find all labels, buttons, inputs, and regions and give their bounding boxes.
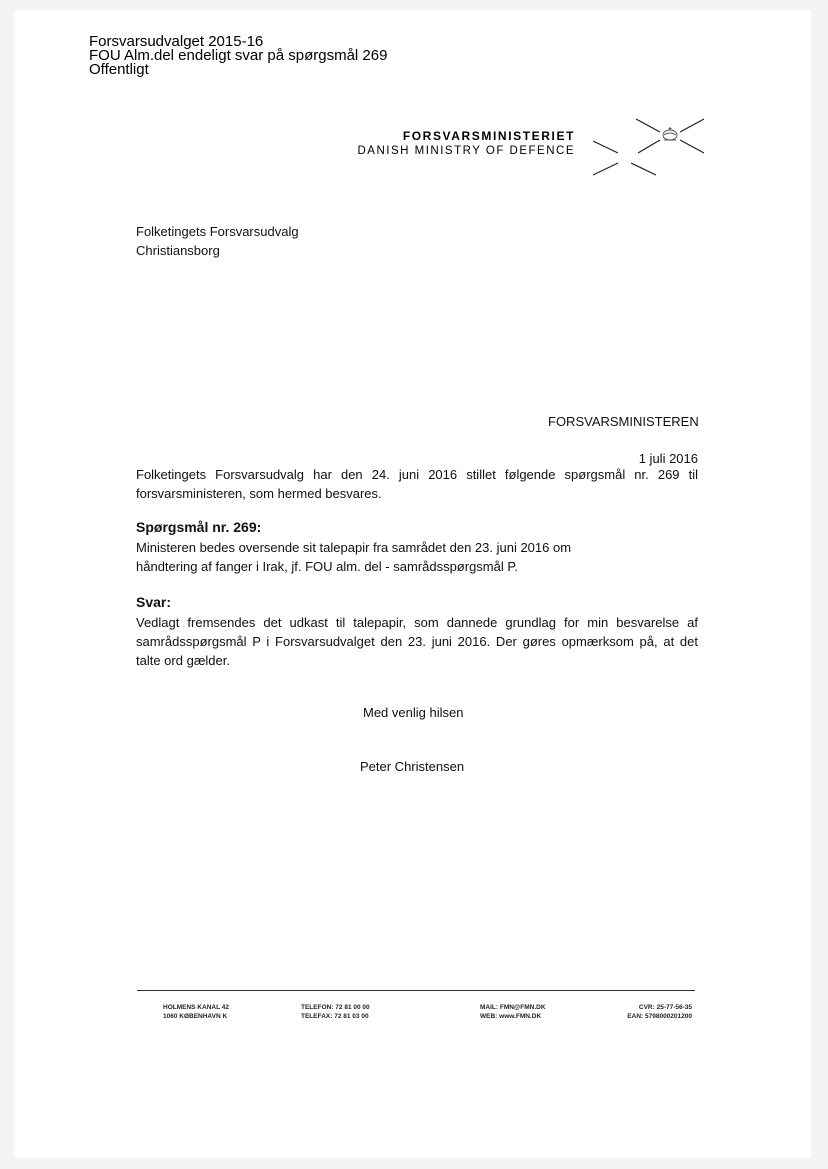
question-heading: Spørgsmål nr. 269:	[136, 519, 262, 535]
recipient-name: Folketingets Forsvarsudvalg	[136, 224, 299, 239]
question-line: håndtering af fanger i Irak, jf. FOU alm. del - samrådsspørgsmål P.	[136, 559, 518, 574]
letter-date: 1 juli 2016	[638, 451, 698, 466]
crown-emblem-icon	[588, 113, 708, 185]
ministry-name-danish: FORSVARSMINISTERIET	[402, 129, 575, 143]
footer-divider	[137, 990, 695, 991]
answer-heading: Svar:	[136, 594, 172, 610]
intro-paragraph: Folketingets Forsvarsudvalg har den 24. juni 2016 stillet følgende spørgsmål nr. 269 til forsvarsministeren, som hermed besvares.	[136, 467, 698, 501]
footer-phone	[301, 1003, 370, 1021]
ministry-logo-text	[300, 129, 575, 159]
answer-text: Vedlagt fremsendes det udkast til talepapir, som dannede grundlag for min besvarelse af samrådsspørgsmål P i Forsvarsudvalget den 23. juni 2016. Der gøres opmærksom på, at det talte ord gælder.	[136, 615, 698, 668]
ministry-name-english: DANISH MINISTRY OF DEFENCE	[357, 145, 575, 157]
question-text	[136, 538, 696, 576]
footer-cvr: CVR: 25-77-56-35	[638, 1004, 692, 1011]
header-committee: Forsvarsudvalget 2015-16	[89, 33, 264, 50]
header-status: Offentligt	[89, 61, 149, 78]
recipient-location: Christiansborg	[136, 243, 220, 258]
signer-name: Peter Christensen	[360, 759, 465, 774]
footer-website: WEB: www.FMN.DK	[480, 1013, 542, 1020]
footer-telefax: TELEFAX: 72 81 03 00	[301, 1013, 369, 1020]
document-header	[89, 35, 387, 77]
footer-street: HOLMENS KANAL 42	[163, 1004, 229, 1011]
recipient-address	[136, 222, 299, 260]
question-line: Ministeren bedes oversende sit talepapir fra samrådet den 23. juni 2016 om	[136, 540, 572, 555]
closing-greeting: Med venlig hilsen	[363, 705, 464, 720]
header-reference: FOU Alm.del endeligt svar på spørgsmål 269	[89, 47, 388, 64]
sender-department: FORSVARSMINISTEREN	[548, 414, 699, 429]
footer-mail: MAIL: FMN@FMN.DK	[480, 1004, 546, 1011]
footer-address	[163, 1003, 229, 1021]
footer-telephone: TELEFON: 72 81 00 00	[301, 1004, 370, 1011]
footer-web	[480, 1003, 546, 1021]
footer-ids	[600, 1003, 692, 1021]
footer-city: 1060 KØBENHAVN K	[163, 1013, 228, 1020]
footer-ean: EAN: 5798000201200	[627, 1013, 692, 1020]
